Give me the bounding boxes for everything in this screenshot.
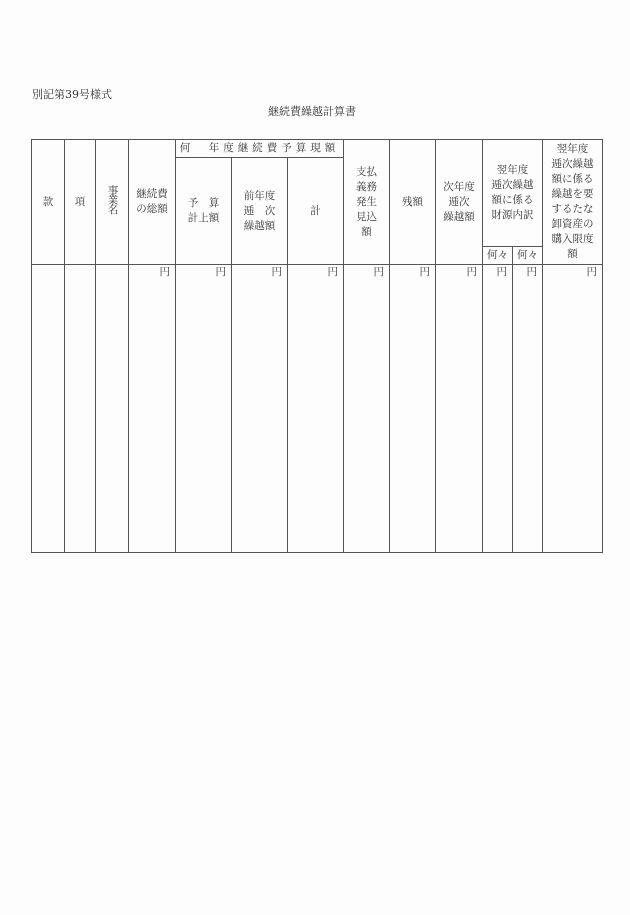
- header-next-carry: 次年度 逓次 繰越額: [436, 140, 483, 265]
- cell-payment-obligation[interactable]: 円: [344, 265, 390, 553]
- header-jigyou-mei: 事業名: [96, 140, 129, 265]
- cell-budget-amount[interactable]: 円: [176, 265, 232, 553]
- document-title: 継続費繰越計算書: [268, 105, 356, 118]
- header-total: 継続費 の総額: [129, 140, 176, 265]
- header-funding-group: 翌年度 逓次繰越 額に係る 財源内訳: [483, 140, 543, 247]
- header-kou: 項: [65, 140, 96, 265]
- header-remaining: 残額: [390, 140, 436, 265]
- table-row: [32, 265, 603, 553]
- header-budget-group: 何 年度継続費予算現額: [176, 140, 344, 158]
- cell-remaining[interactable]: 円: [390, 265, 436, 553]
- cell-total[interactable]: 円: [129, 265, 176, 553]
- header-funding-sub1: 何々: [483, 247, 513, 265]
- header-purchase-limit: 翌年度 逓次繰越 額に係る 繰越を要 するたな 卸資産の 購入限度 額: [543, 140, 603, 265]
- cell-purchase-limit[interactable]: 円: [543, 265, 603, 553]
- header-budget-amount: 予 算 計上額: [176, 158, 232, 265]
- cell-kou[interactable]: [65, 265, 96, 553]
- header-payment-obligation: 支払 義務 発生 見込 額: [344, 140, 390, 265]
- header-subtotal: 計: [288, 158, 344, 265]
- cell-funding-sub1[interactable]: 円: [483, 265, 513, 553]
- header-kan: 款: [32, 140, 65, 265]
- cell-next-carry[interactable]: 円: [436, 265, 483, 553]
- cell-jigyou-mei[interactable]: [96, 265, 129, 553]
- carryover-table: [31, 139, 603, 553]
- cell-subtotal[interactable]: 円: [288, 265, 344, 553]
- cell-funding-sub2[interactable]: 円: [513, 265, 543, 553]
- form-number: 別記第39号様式: [32, 88, 112, 101]
- cell-kan[interactable]: [32, 265, 65, 553]
- header-funding-sub2: 何々: [513, 247, 543, 265]
- cell-prev-carry[interactable]: 円: [232, 265, 288, 553]
- header-prev-carry: 前年度 逓 次 繰越額: [232, 158, 288, 265]
